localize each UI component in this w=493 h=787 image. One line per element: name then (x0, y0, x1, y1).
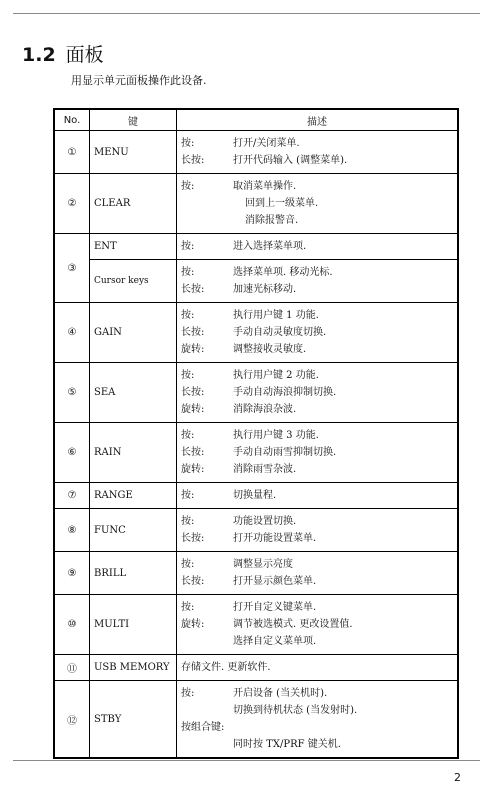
description-line (181, 736, 457, 753)
action-label: 按: (181, 688, 195, 699)
action-label: 旋转: (181, 464, 205, 475)
table-row (54, 260, 458, 303)
row-description (177, 174, 459, 234)
action-text: 消除雨雪杂波. (233, 464, 297, 475)
row-description (177, 655, 459, 681)
action-label: 按: (181, 138, 195, 149)
table-row (54, 509, 458, 552)
row-description (177, 483, 459, 509)
action-text: 调整显示亮度 (233, 559, 293, 570)
table-row (54, 655, 458, 681)
description-line (181, 556, 457, 573)
row-number: ⑪ (54, 655, 90, 681)
row-key: CLEAR (90, 174, 177, 234)
action-text: 手动自动雨雪抑制切换. (233, 447, 337, 458)
action-text: 开启设备 (当关机时). (233, 688, 328, 699)
description-line (181, 152, 457, 169)
description-line (181, 367, 457, 384)
action-label: 按: (181, 602, 195, 613)
header-key: 键 (90, 109, 177, 131)
section-title: 面板 (65, 44, 104, 66)
row-key: BRILL (90, 552, 177, 595)
description-line (181, 195, 457, 212)
panel-keys-table (53, 108, 459, 759)
action-text: 打开/关闭菜单. (233, 138, 300, 149)
action-label: 长按: (181, 327, 205, 338)
action-label: 按: (181, 430, 195, 441)
description-line (181, 685, 457, 702)
action-text: 调整接收灵敏度. (233, 344, 307, 355)
action-text: 存储文件. 更新软件. (181, 662, 271, 673)
row-number: ① (54, 131, 90, 174)
header-no: No. (54, 109, 90, 131)
action-label: 长按: (181, 576, 205, 587)
description-line (181, 599, 457, 616)
row-key: FUNC (90, 509, 177, 552)
action-text: 手动自动海浪抑制切换. (233, 387, 337, 398)
row-number: ⑩ (54, 595, 90, 655)
row-key: USB MEMORY (90, 655, 177, 681)
row-number: ② (54, 174, 90, 234)
row-description (177, 234, 459, 260)
description-line (181, 633, 457, 650)
description-line (181, 384, 457, 401)
action-label: 按组合键: (181, 722, 225, 733)
intro-text: 用显示单元面板操作此设备. (71, 74, 207, 87)
row-description (177, 552, 459, 595)
action-text: 执行用户键 1 功能. (233, 310, 319, 321)
action-text: 切换量程. (233, 490, 277, 501)
action-label: 长按: (181, 447, 205, 458)
table-row (54, 483, 458, 509)
table-row (54, 681, 458, 759)
description-line (181, 135, 457, 152)
action-label: 按: (181, 241, 195, 252)
row-description (177, 595, 459, 655)
description-line (181, 530, 457, 547)
top-rule (13, 13, 480, 14)
table-header-row (54, 109, 458, 131)
page-number: 2 (454, 771, 461, 784)
description-line (181, 324, 457, 341)
action-text: 消除海浪杂波. (233, 404, 297, 415)
table-row (54, 595, 458, 655)
action-text: 回到上一级菜单. (245, 198, 319, 209)
row-number: ③ (54, 234, 90, 303)
action-text: 调节被选模式. 更改设置值. (233, 619, 353, 630)
row-description (177, 131, 459, 174)
action-text: 打开功能设置菜单. (233, 533, 317, 544)
description-line (181, 444, 457, 461)
row-key: SEA (90, 363, 177, 423)
action-label: 长按: (181, 284, 205, 295)
action-text: 功能设置切换. (233, 516, 297, 527)
action-label: 长按: (181, 533, 205, 544)
description-line (181, 573, 457, 590)
description-line (181, 487, 457, 504)
action-label: 按: (181, 310, 195, 321)
row-description (177, 509, 459, 552)
table-row (54, 234, 458, 260)
row-key: RAIN (90, 423, 177, 483)
action-text: 执行用户键 2 功能. (233, 370, 319, 381)
row-description (177, 423, 459, 483)
description-line (181, 401, 457, 418)
action-label: 旋转: (181, 404, 205, 415)
action-text: 打开显示颜色菜单. (233, 576, 317, 587)
action-label: 旋转: (181, 619, 205, 630)
row-key: STBY (90, 681, 177, 759)
action-label: 按: (181, 559, 195, 570)
action-text: 打开自定义键菜单. (233, 602, 317, 613)
description-line (181, 719, 457, 736)
row-number: ④ (54, 303, 90, 363)
description-line (181, 307, 457, 324)
description-line (181, 702, 457, 719)
row-key: GAIN (90, 303, 177, 363)
description-line (181, 341, 457, 358)
row-key: MENU (90, 131, 177, 174)
description-line (181, 427, 457, 444)
action-text: 进入选择菜单项. (233, 241, 307, 252)
action-label: 按: (181, 370, 195, 381)
action-text: 加速光标移动. (233, 284, 297, 295)
row-number: ⑧ (54, 509, 90, 552)
header-desc: 描述 (177, 109, 459, 131)
action-text: 取消菜单操作. (233, 181, 297, 192)
description-line (181, 281, 457, 298)
table-row (54, 552, 458, 595)
action-label: 长按: (181, 155, 205, 166)
description-line (181, 616, 457, 633)
action-label: 长按: (181, 387, 205, 398)
action-text: 执行用户键 3 功能. (233, 430, 319, 441)
section-heading (22, 40, 104, 67)
row-key: MULTI (90, 595, 177, 655)
description-line (181, 178, 457, 195)
row-key: ENT (90, 234, 177, 260)
table-row (54, 363, 458, 423)
action-label: 按: (181, 516, 195, 527)
description-line (181, 264, 457, 281)
row-description (177, 303, 459, 363)
row-key: Cursor keys (90, 260, 177, 303)
action-text: 选择自定义菜单项. (233, 636, 317, 647)
action-label: 按: (181, 181, 195, 192)
action-text: 切换到待机状态 (当发射时). (233, 705, 358, 716)
description-line (181, 461, 457, 478)
row-number: ⑥ (54, 423, 90, 483)
action-text: 消除报警音. (245, 215, 299, 226)
action-text: 手动自动灵敏度切换. (233, 327, 327, 338)
row-number: ⑤ (54, 363, 90, 423)
table-row (54, 423, 458, 483)
description-line (181, 513, 457, 530)
table-row (54, 174, 458, 234)
table-row (54, 131, 458, 174)
description-line (181, 238, 457, 255)
row-description (177, 681, 459, 759)
action-text: 打开代码输入 (调整菜单). (233, 155, 348, 166)
row-key: RANGE (90, 483, 177, 509)
section-number: 1.2 (22, 44, 56, 66)
row-number: ⑨ (54, 552, 90, 595)
row-number: ⑫ (54, 681, 90, 759)
action-label: 按: (181, 490, 195, 501)
row-number: ⑦ (54, 483, 90, 509)
action-label: 按: (181, 267, 195, 278)
description-line (181, 659, 457, 676)
description-line (181, 212, 457, 229)
action-text: 同时按 TX/PRF 键关机. (233, 739, 341, 750)
action-label: 旋转: (181, 344, 205, 355)
bottom-rule (13, 760, 480, 761)
row-description (177, 363, 459, 423)
row-description (177, 260, 459, 303)
table-row (54, 303, 458, 363)
action-text: 选择菜单项. 移动光标. (233, 267, 333, 278)
